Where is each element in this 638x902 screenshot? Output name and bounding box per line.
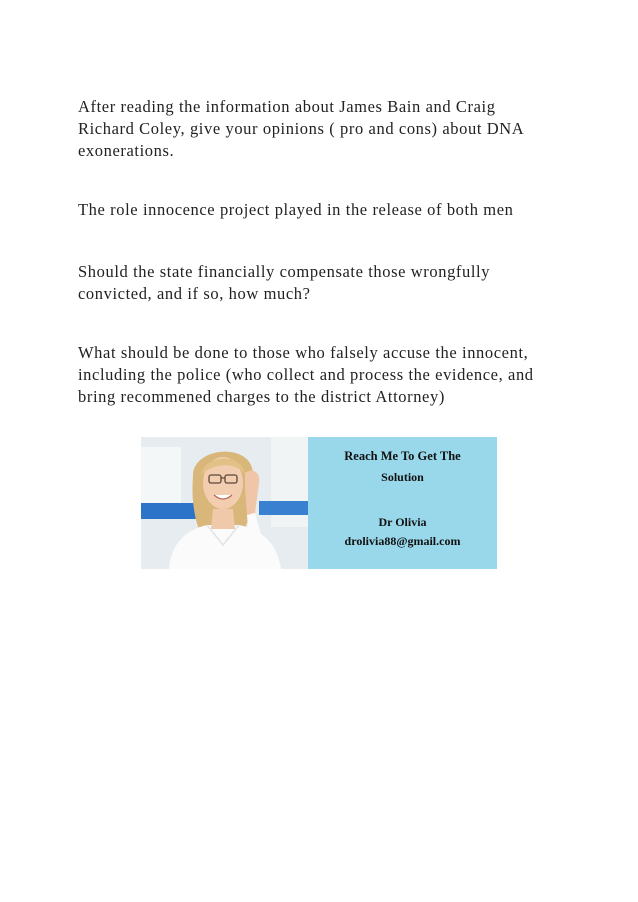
question-paragraph-3: Should the state financially compensate those wrongfully convicted, and if so, how much? [78,262,491,303]
woman-photo-illustration [141,437,308,569]
woman-photo [141,437,308,569]
contact-banner [141,437,497,569]
question-paragraph-4: What should be done to those who falsely accuse the innocent, including the police (who collect and process the evidence, and bring recommened charges to the district Attorney) [78,343,534,406]
question-paragraph-1: After reading the information about James Bain and Craig Richard Coley, give your opinions ( pro and cons) about DNA exonerations. [78,97,525,160]
banner-headline-line-1: Reach Me To Get The [344,449,461,463]
contact-info-panel [308,437,497,569]
contact-name: Dr Olivia [378,515,427,529]
question-paragraph-2: The role innocence project played in the release of both men [78,200,514,219]
banner-headline-line-2: Solution [381,470,424,484]
contact-email: drolivia88@gmail.com [344,534,461,548]
